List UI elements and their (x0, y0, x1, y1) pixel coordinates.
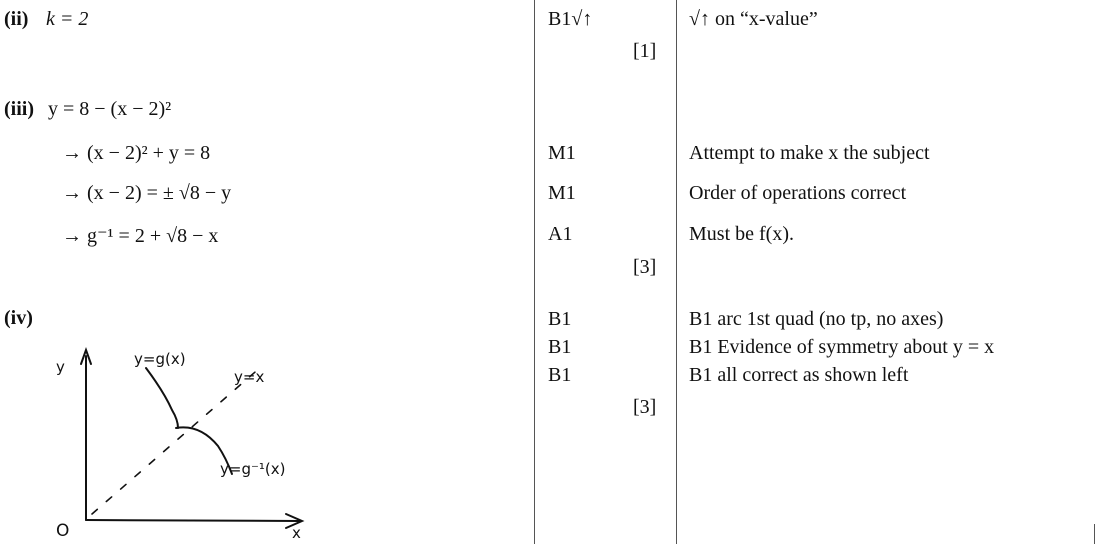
part-iii-total: [3] (633, 256, 657, 278)
part-iii-step-3: → g⁻¹ = 2 + √8 − x (62, 225, 219, 247)
part-ii-label: (ii) (4, 8, 29, 30)
part-iii-label: (iii) (4, 98, 34, 120)
part-iv-mark-2: B1 (548, 336, 572, 358)
part-iv-mark-1: B1 (548, 308, 572, 330)
curve-g (146, 368, 178, 428)
part-iii-step-2-comment: Order of operations correct (689, 182, 907, 204)
part-iv-comment-2: B1 Evidence of symmetry about y = x (689, 336, 995, 358)
part-iii-equation: y = 8 − (x − 2)² (48, 98, 172, 120)
part-iii-step-1: → (x − 2)² + y = 8 (62, 142, 211, 164)
part-iv-comment-1: B1 arc 1st quad (no tp, no axes) (689, 308, 944, 330)
part-iii-step-2: → (x − 2) = ± √8 − y (62, 182, 232, 204)
part-iv-mark-3: B1 (548, 364, 572, 386)
label-y-axis: y (56, 358, 65, 376)
part-iii-step-2-mark: M1 (548, 182, 576, 204)
part-iii-step-3-mark: A1 (548, 223, 573, 245)
label-curve-g-inverse: y=g⁻¹(x) (220, 460, 286, 478)
label-origin: O (56, 521, 70, 541)
line-y-equals-x (92, 366, 265, 514)
part-iii-step-1-mark: M1 (548, 142, 576, 164)
label-curve-g: y=g(x) (134, 350, 186, 368)
label-line-y-equals-x: y=x (234, 368, 265, 386)
part-ii-total: [1] (633, 40, 657, 62)
part-ii-comment: √↑ on “x-value” (689, 8, 818, 30)
label-x-axis: x (292, 524, 301, 542)
part-iv-label: (iv) (4, 307, 33, 329)
part-iii-step-3-comment: Must be f(x). (689, 223, 794, 245)
part-ii-mark: B1√↑ (548, 8, 593, 30)
part-iv-total: [3] (633, 396, 657, 418)
part-iii-step-1-comment: Attempt to make x the subject (689, 142, 930, 164)
x-axis-line (86, 520, 300, 521)
part-iv-comment-3: B1 all correct as shown left (689, 364, 909, 386)
part-ii-answer: k = 2 (46, 8, 89, 30)
